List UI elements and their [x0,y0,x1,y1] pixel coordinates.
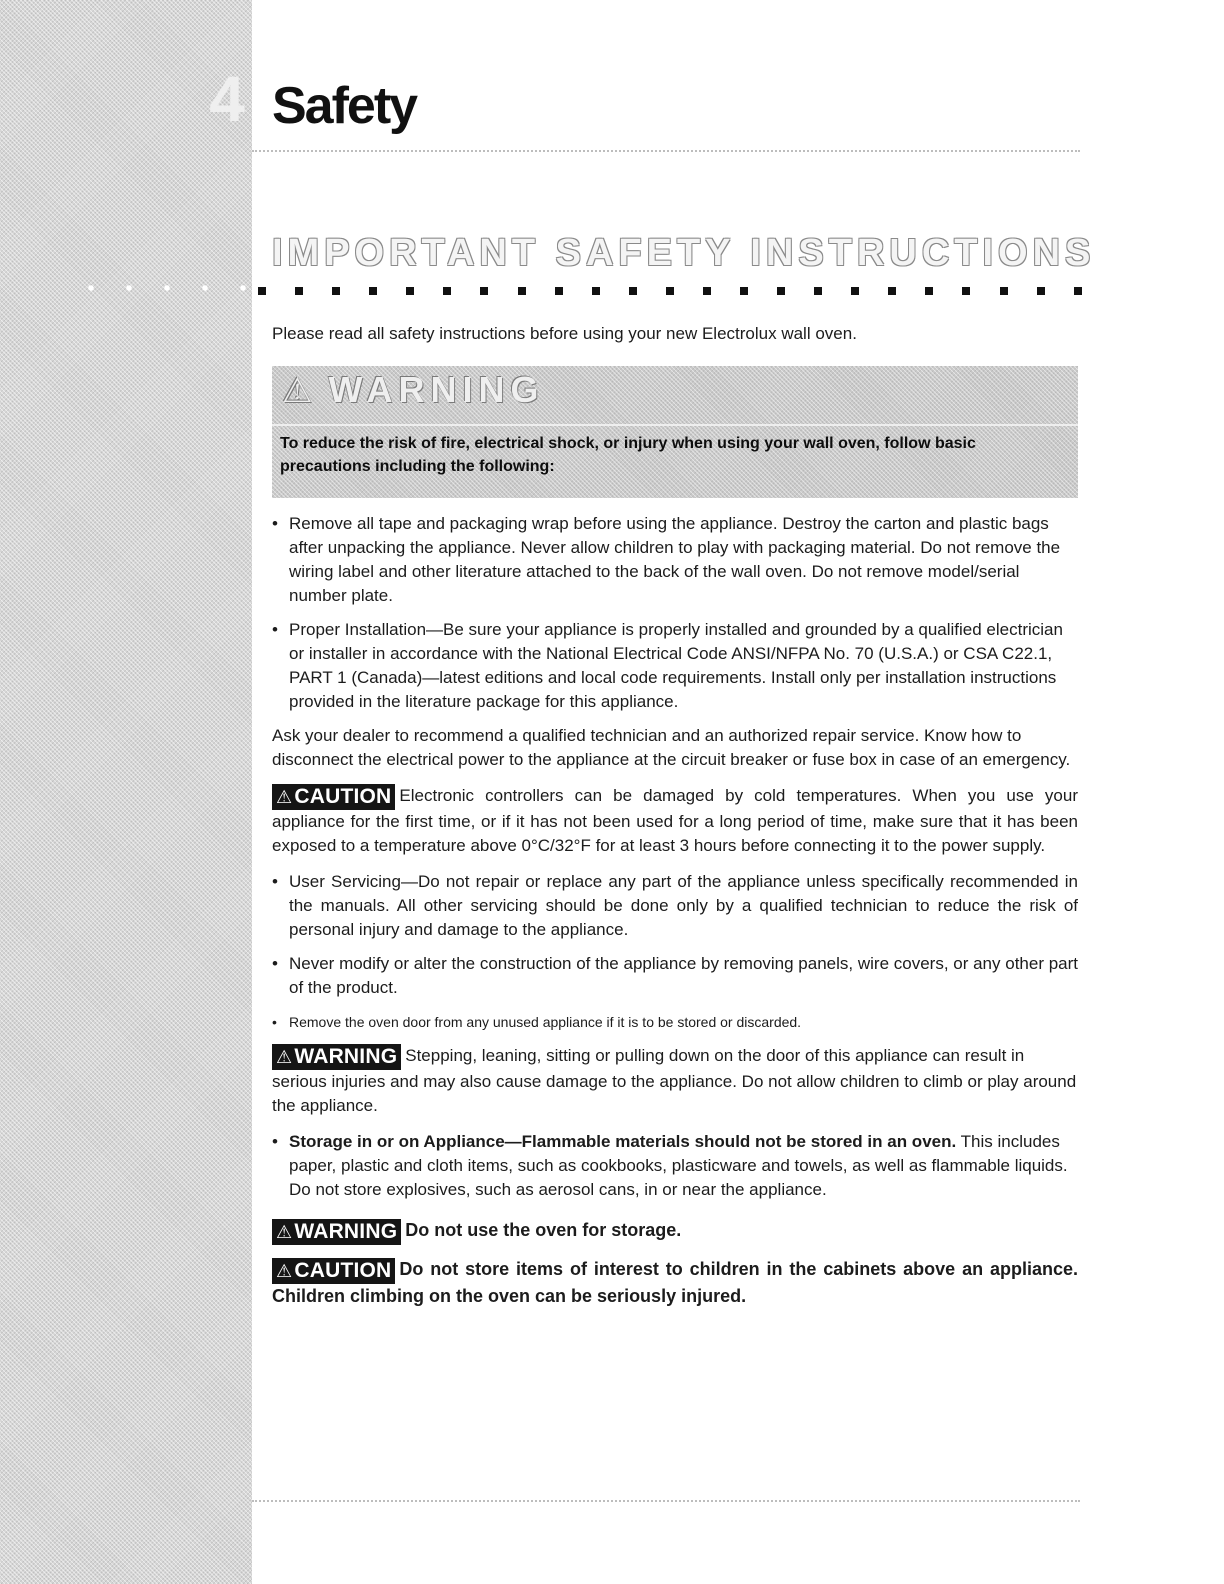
warning-paragraph-2: ⚠WARNING Do not use the oven for storage. [272,1218,1078,1245]
caution-badge: ⚠CAUTION [272,1258,395,1284]
caution-paragraph-2: ⚠CAUTION Do not store items of interest to children in the cabinets above an appliance. Children climbing on the oven can be seriously injured. [272,1259,1078,1306]
warning-triangle-icon: ⚠ [282,372,319,410]
warning-box-divider [272,424,1078,426]
chapter-number: 4 [209,63,243,135]
list-item: • Remove all tape and packaging wrap before using the appliance. Destroy the carton and plastic bags after unpacking the appliance. Never allow children to play with packaging material. Do not remove the wiring label and other literature attached to the back of the wall oven. Do not remove model/serial number plate. [272,512,1078,608]
caution-badge: ⚠CAUTION [272,784,395,810]
list-item: • Proper Installation—Be sure your appliance is properly installed and grounded by a qualified electrician or installer in accordance with the National Electrical Code ANSI/NFPA No. 70 (U.S.A.) or CSA C22.1, PART 1 (Canada)—latest editions and local code requirements. Install only per installation instructions provided in the literature package for this appliance. [272,618,1078,714]
dealer-paragraph: Ask your dealer to recommend a qualified technician and an authorized repair service. Know how to disconnect the electrical power to the appliance at the circuit breaker or fuse box in case of an emergency. [272,726,1071,769]
section-heading: IMPORTANT SAFETY INSTRUCTIONS [272,232,1096,274]
bullet-list-3 [272,1130,1078,1202]
list-item: • Never modify or alter the construction of the appliance by removing panels, wire covers, or any other part of the product. [272,952,1078,1000]
square-divider [258,287,1082,295]
list-item: • User Servicing—Do not repair or replace any part of the appliance unless specifically recommended in the manuals. All other servicing should be done only by a qualified technician to reduce the risk of personal injury and damage to the appliance. [272,870,1078,942]
sidebar-dot-row [72,284,252,292]
intro-text: Please read all safety instructions before using your new Electrolux wall oven. [272,324,857,343]
warning-box-title: ⚠ WARNING [282,369,545,410]
bullet-list-2 [272,870,1078,1034]
warning-badge: ⚠WARNING [272,1044,401,1070]
header-divider [252,150,1080,152]
warning-triangle-icon: ⚠ [276,1047,293,1067]
warning-paragraph-1: ⚠WARNING Stepping, leaning, sitting or pulling down on the door of this appliance can result in serious injuries and may also cause damage to the appliance. Do not allow children to climb or play around the appliance. [272,1045,1077,1115]
bullet-list-1 [272,512,1078,714]
footer-divider [252,1500,1080,1502]
caution-paragraph-1: ⚠CAUTION Electronic controllers can be damaged by cold temperatures. When you use your appliance for the first time, or if it has not been used for a long period of time, make sure that it has been exposed to a temperature above 0°C/32°F for at least 3 hours before connecting it to the power supply. [272,785,1078,855]
warning-triangle-icon: ⚠ [276,1261,293,1281]
content [272,322,1078,1320]
warning-box-text: To reduce the risk of fire, electrical shock, or injury when using your wall oven, follow basic precautions including the following: [280,435,976,475]
warning-triangle-icon: ⚠ [276,1222,293,1242]
warning-box [272,366,1078,498]
list-item: • Remove the oven door from any unused appliance if it is to be stored or discarded. [272,1010,1078,1034]
sidebar-texture [0,0,252,1584]
page-title: Safety [272,77,417,135]
list-item: • Storage in or on Appliance—Flammable materials should not be stored in an oven. This includes paper, plastic and cloth items, such as cookbooks, plasticware and towels, as well as flammable liquids. Do not store explosives, such as aerosol cans, in or near the appliance. [272,1130,1078,1202]
warning-triangle-icon: ⚠ [276,787,293,807]
warning-badge: ⚠WARNING [272,1219,401,1245]
